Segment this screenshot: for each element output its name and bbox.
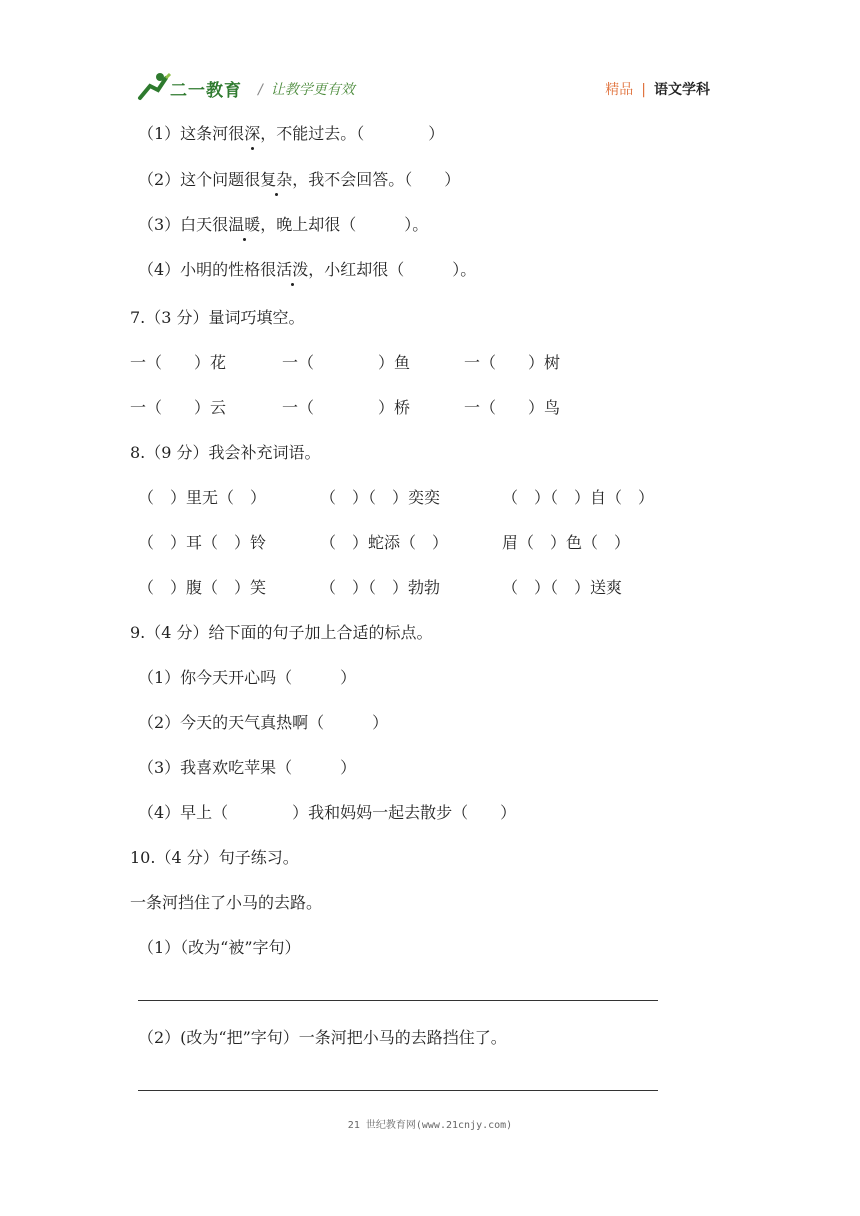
q7-r1c1: 一（ ）花 — [130, 353, 227, 372]
q8-r3c1: （ ）腹（ ）笑 — [138, 578, 267, 597]
q8-r1c2: （ ）（ ）奕奕 — [320, 488, 441, 507]
q8-r2c2: （ ）蛇添（ ） — [320, 533, 449, 552]
q8-r2c1: （ ）耳（ ）铃 — [138, 533, 267, 552]
q6-item-4: （4）小明的性格很活泼，小红却很（ ）。 — [138, 260, 477, 279]
q6-item-1: （1）这条河很深，不能过去。（ ） — [138, 124, 445, 143]
page-footer: 21 世纪教育网(www.21cnjy.com) — [347, 1120, 513, 1131]
q8-r1c1: （ ）里无（ ） — [138, 488, 267, 507]
q7-title: 7.（3 分）量词巧填空。 — [130, 308, 305, 327]
q10-part-2: （2）(改为“把”字句）一条河把小马的去路挡住了。 — [138, 1028, 507, 1047]
logo-text: 二一教育 — [170, 81, 242, 101]
q10-sentence: 一条河挡住了小马的去路。 — [130, 893, 323, 912]
q10-part-1: （1）（改为“被”字句） — [138, 938, 301, 957]
q6-item-2: （2）这个问题很复杂，我不会回答。（ ） — [138, 170, 461, 189]
answer-line-2 — [138, 1090, 658, 1091]
subject-tag: 精品 | 语文学科 — [605, 82, 710, 98]
q7-r2c3: 一（ ）鸟 — [464, 398, 561, 417]
q6-item-3: （3）白天很温暖，晚上却很（ ）。 — [138, 215, 429, 234]
q8-r3c3: （ ）（ ）送爽 — [502, 578, 623, 597]
q8-r3c2: （ ）（ ）勃勃 — [320, 578, 441, 597]
q10-title: 10.（4 分）句子练习。 — [130, 848, 299, 867]
page-header — [0, 0, 860, 110]
q7-r2c2: 一（ ）桥 — [282, 398, 411, 417]
q9-item-2: （2）今天的天气真热啊（ ） — [138, 713, 389, 732]
q9-title: 9.（4 分）给下面的句子加上合适的标点。 — [130, 623, 433, 642]
answer-line-1 — [138, 1000, 658, 1001]
q9-item-4: （4）早上（ ）我和妈妈一起去散步（ ） — [138, 803, 517, 822]
q8-title: 8.（9 分）我会补充词语。 — [130, 443, 321, 462]
q9-item-3: （3）我喜欢吃苹果（ ） — [138, 758, 357, 777]
q9-item-1: （1）你今天开心吗（ ） — [138, 668, 357, 687]
q7-r1c3: 一（ ）树 — [464, 353, 561, 372]
q8-r2c3: 眉（ ）色（ ） — [502, 533, 631, 552]
slogan: / 让教学更有效 — [258, 82, 355, 98]
q7-r2c1: 一（ ）云 — [130, 398, 227, 417]
q8-r1c3: （ ）（ ）自（ ） — [502, 488, 655, 507]
q7-r1c2: 一（ ）鱼 — [282, 353, 411, 372]
